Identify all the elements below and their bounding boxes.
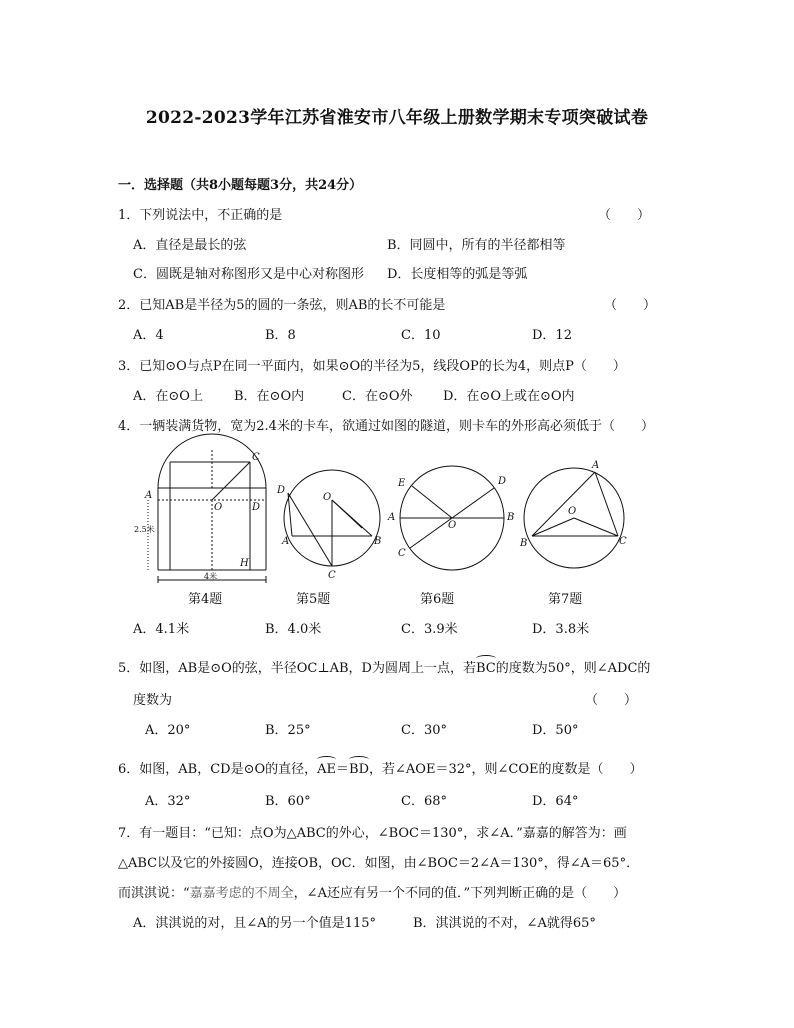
question-4-stem: 4．一辆装满货物，宽为2.4米的卡车，欲通过如图的隧道，则卡车的外形高必须低于（ ） (118, 419, 654, 434)
question-2-stem: 2．已知AB是半径为5的圆的一条弦，则AB的长不可能是 (118, 298, 446, 313)
question-6-stem-part-b: ，若∠AOE＝32°，则∠COE的度数是（ ） (369, 762, 643, 777)
question-1-answer-paren: （ ） (598, 208, 651, 223)
question-3-option-c: C．在⊙O外 (342, 389, 413, 404)
figure-6-label-o: O (448, 520, 457, 531)
question-1-option-a: A．直径是最长的弦 (133, 238, 247, 253)
question-6-stem-part-a: 6．如图，AB，CD是⊙O的直径， (118, 762, 318, 777)
question-4-option-a: A．4.1米 (133, 622, 190, 637)
figure-6-label-d: D (498, 476, 507, 487)
question-1-option-c: C．圆既是轴对称图形又是中心对称图形 (133, 267, 364, 282)
question-7-line-2: △ABC以及它的外接圆O，连接OB，OC．如图，由∠BOC＝2∠A＝130°，得∠A＝65°． (118, 856, 640, 871)
question-6-option-b: B．60° (265, 794, 311, 809)
question-5-option-b: B．25° (265, 723, 311, 738)
question-3-option-b: B．在⊙O内 (234, 389, 305, 404)
section-heading: 一．选择题（共8小题每题3分，共24分） (118, 178, 363, 193)
figure-6-label-a: A (388, 512, 396, 523)
figure-7-caption: 第7题 (548, 592, 583, 607)
question-6-arc-ae: AE (317, 762, 337, 777)
figures-row (134, 448, 660, 583)
figure-5-label-o: O (323, 492, 332, 503)
question-1-option-b: B．同圆中，所有的半径都相等 (387, 238, 566, 253)
question-1-stem: 1．下列说法中，不正确的是 (118, 208, 283, 223)
question-7-line-3-part-a: 而淇淇说：“ (118, 886, 190, 901)
figure-7-label-b: B (520, 538, 528, 549)
question-3-option-d: D．在⊙O上或在⊙O内 (443, 389, 575, 404)
question-7-line-1: 7．有一题目：“已知：点O为△ABC的外心，∠BOC＝130°，求∠A．”嘉嘉的解答为：画 (118, 826, 627, 841)
figure-5-label-c: C (328, 570, 336, 581)
question-5-option-a: A．20° (145, 723, 191, 738)
question-7-line-3-part-b: ，∠A还应有另一个不同的值．”下列判断正确的是（ ） (293, 886, 627, 901)
figure-5-label-b: B (374, 536, 382, 547)
question-5-option-c: C．30° (401, 723, 447, 738)
figure-4-label-a: A (145, 490, 153, 501)
figure-6-label-c: C (398, 548, 406, 559)
figure-6-label-b: B (507, 512, 515, 523)
question-2-option-a: A．4 (133, 328, 164, 343)
figure-4-label-h: H (240, 558, 249, 569)
question-6-option-c: C．68° (401, 794, 447, 809)
question-4-option-c: C．3.9米 (401, 622, 458, 637)
figure-5-circle (284, 470, 380, 566)
question-5-option-d: D．50° (532, 723, 579, 738)
figure-6-caption: 第6题 (420, 592, 455, 607)
figure-5-label-d: D (277, 485, 286, 496)
question-6-stem (118, 758, 643, 777)
question-4-option-d: D．3.8米 (532, 622, 590, 637)
question-5-arc-bc: BC (475, 661, 496, 676)
question-5-stem-part-b: 的度数为50°，则∠ADC的 (495, 661, 651, 676)
figure-4-height-label: 2.5米 (134, 525, 155, 534)
figure-4-width-label: 4米 (204, 572, 218, 581)
figure-6-circle (400, 466, 507, 570)
question-3-stem: 3．已知⊙O与点P在同一平面内，如果⊙O的半径为5，线段OP的长为4，则点P（ ） (118, 359, 626, 374)
figure-4-label-d: D (252, 502, 261, 513)
figure-5-label-a: A (282, 536, 290, 547)
question-6-option-d: D．64° (532, 794, 579, 809)
question-5-answer-paren: （ ） (585, 693, 638, 708)
question-2-option-c: C．10 (401, 328, 441, 343)
question-1-option-d: D．长度相等的弧是等弧 (387, 267, 528, 282)
figure-4-caption: 第4题 (188, 592, 223, 607)
question-7-option-a: A．淇淇说的对，且∠A的另一个值是115° (133, 916, 376, 931)
question-6-arc-bd: BD (349, 762, 370, 777)
question-7-line-3 (118, 882, 626, 901)
question-5-stem (118, 657, 650, 676)
question-6-option-a: A．32° (145, 794, 191, 809)
question-2-option-b: B．8 (265, 328, 296, 343)
figure-7-circle (524, 468, 624, 568)
figure-4-label-o: O (214, 502, 223, 513)
figure-5-caption: 第5题 (296, 592, 331, 607)
question-2-answer-paren: （ ） (604, 298, 657, 313)
figure-4-label-c: C (252, 452, 260, 463)
question-7-quote: 嘉嘉考虑的不周全 (189, 886, 294, 901)
question-4-option-b: B．4.0米 (265, 622, 322, 637)
figure-6-label-e: E (398, 478, 406, 489)
question-2-option-d: D．12 (532, 328, 572, 343)
question-3-option-a: A．在⊙O上 (133, 389, 203, 404)
figure-7-label-o: O (568, 506, 577, 517)
figure-7-label-c: C (619, 536, 627, 547)
page-title: 2022-2023学年江苏省淮安市八年级上册数学期末专项突破试卷 (145, 108, 649, 128)
question-5-stem-line2: 度数为 (133, 693, 173, 708)
figure-7-label-a: A (592, 460, 600, 471)
question-5-stem-part-a: 5．如图，AB是⊙O的弦，半径OC⊥AB，D为圆周上一点，若 (118, 661, 476, 676)
question-7-option-b: B．淇淇说的不对，∠A就得65° (413, 916, 596, 931)
question-6-equals: ＝ (336, 762, 350, 777)
